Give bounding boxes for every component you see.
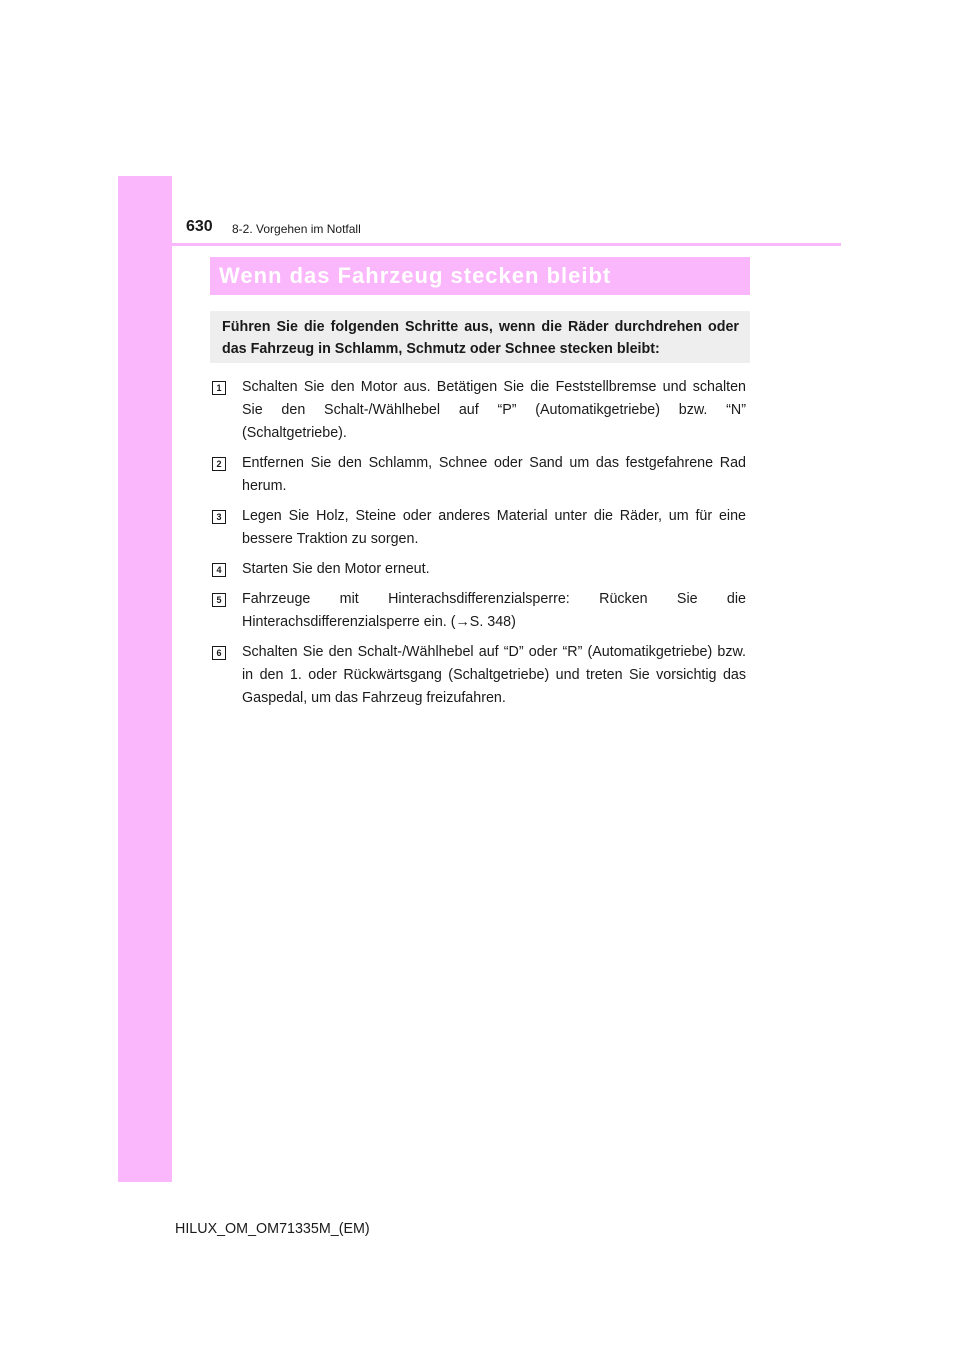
header-rule: [118, 243, 841, 246]
page-number: 630: [186, 218, 213, 235]
document-id: HILUX_OM_OM71335M_(EM): [175, 1221, 370, 1237]
intro-box: [210, 311, 750, 363]
chapter-side-bar: [118, 176, 172, 1182]
step-number: 6: [212, 646, 226, 660]
step-text: Starten Sie den Motor erneut.: [242, 561, 430, 577]
section-label: 8-2. Vorgehen im Notfall: [232, 222, 361, 236]
step-item: [212, 558, 746, 581]
step-item: [212, 505, 746, 551]
step-number: 2: [212, 457, 226, 471]
step-number: 1: [212, 381, 226, 395]
step-text: Schalten Sie den Motor aus. Betätigen Sie die Feststellbremse und schalten Sie den Schalt-/Wählhebel auf “P” (Automatikgetriebe) bzw. “N” (Schaltgetriebe).: [242, 379, 746, 441]
page-title: Wenn das Fahrzeug stecken bleibt: [219, 263, 612, 288]
intro-text: Führen Sie die folgenden Schritte aus, wenn die Räder durchdrehen oder das Fahrzeug in Schlamm, Schmutz oder Schnee stecken bleibt:: [222, 319, 739, 357]
step-number: 4: [212, 563, 226, 577]
step-list: [212, 376, 746, 717]
step-text: Entfernen Sie den Schlamm, Schnee oder Sand um das festgefahrene Rad herum.: [242, 455, 746, 494]
step-number: 5: [212, 593, 226, 607]
step-item: [212, 641, 746, 710]
title-bar: [210, 257, 750, 295]
step-item: [212, 376, 746, 445]
step-text: Fahrzeuge mit Hinterachsdifferenzialsperre: Rücken Sie die Hinterachsdifferenzialsperre ein. (→S. 348): [242, 591, 746, 630]
step-item: [212, 452, 746, 498]
step-text: Schalten Sie den Schalt-/Wählhebel auf “D” oder “R” (Automatikgetriebe) bzw. in den 1. oder Rückwärtsgang (Schaltgetriebe) und treten Sie vorsichtig das Gaspedal, um das Fahrzeug freizufahren.: [242, 644, 746, 706]
step-item: [212, 588, 746, 634]
step-number: 3: [212, 510, 226, 524]
step-text: Legen Sie Holz, Steine oder anderes Material unter die Räder, um für eine bessere Traktion zu sorgen.: [242, 508, 746, 547]
